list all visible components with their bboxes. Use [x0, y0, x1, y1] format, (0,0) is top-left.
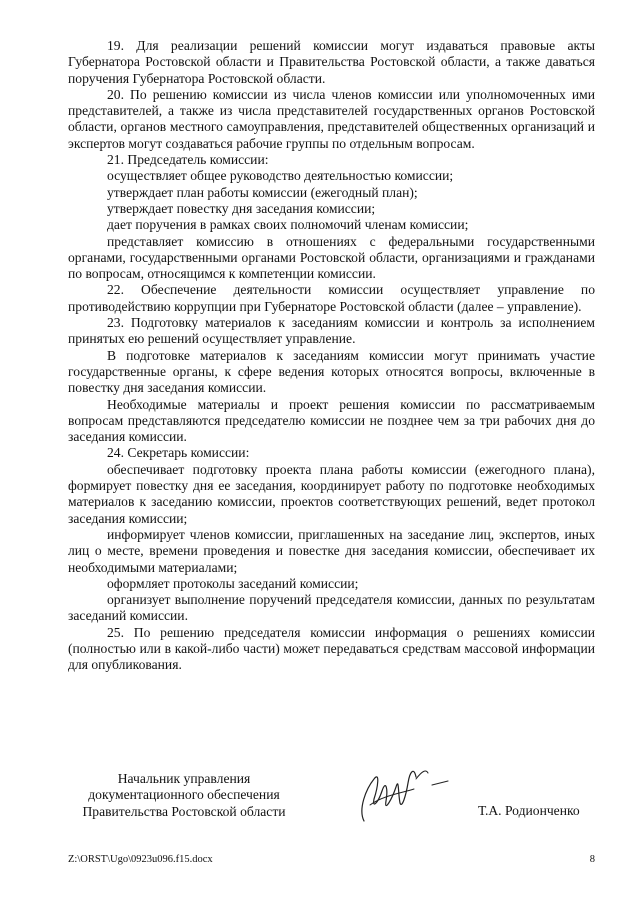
paragraph-21-item: представляет комиссию в отношениях с федеральными государственными органами, государственными органами Ростовской области, организациями и гражданами по вопросам, относящимся к компетенции комиссии. [68, 233, 595, 282]
signer-name: Т.А. Родионченко [478, 803, 580, 818]
paragraph-21-item: утверждает план работы комиссии (ежегодный план); [107, 184, 418, 200]
signer-position-line: документационного обеспечения [88, 787, 280, 803]
paragraph-24-heading: 24. Секретарь комиссии: [107, 445, 250, 461]
paragraph-20: 20. По решению комиссии из числа членов комиссии или уполномоченных ими представителей, а также из числа представителей государственных органов Ростовской области, органов местного самоуправления, представителей общественных организаций и экспертов могут создаваться рабочие группы по отдельным вопросам. [68, 86, 595, 151]
paragraph-23: 23. Подготовку материалов к заседаниям комиссии и контроль за исполнением принятых ею решений осуществляет управление. [68, 315, 595, 347]
paragraph-24-item: организует выполнение поручений председателя комиссии, данных по результатам заседаний комиссии. [68, 592, 595, 624]
document-body [68, 38, 595, 674]
signer-position-line: Правительства Ростовской области [82, 803, 286, 819]
paragraph-21-item: дает поручения в рамках своих полномочий членам комиссии; [107, 217, 469, 233]
signer-position [64, 771, 304, 820]
paragraph-21-item: осуществляет общее руководство деятельностью комиссии; [107, 168, 454, 184]
paragraph-25: 25. По решению председателя комиссии информация о решениях комиссии (полностью или в какой-либо части) может передаваться средствам массовой информации для опубликования. [68, 624, 595, 673]
paragraph-23-part: В подготовке материалов к заседаниям комиссии могут принимать участие государственные органы, к сфере ведения которых относятся вопросы, включенные в повестку дня заседания комиссии. [68, 347, 595, 396]
paragraph-22: 22. Обеспечение деятельности комиссии осуществляет управление по противодействию коррупции при Губернаторе Ростовской области (далее – управление). [68, 282, 595, 314]
page-number: 8 [589, 854, 595, 865]
paragraph-19: 19. Для реализации решений комиссии могут издаваться правовые акты Губернатора Ростовской области и Правительства Ростовской области, а также даваться поручения Губернатора Ростовской области. [68, 38, 595, 86]
signature-block [64, 771, 604, 831]
paragraph-24-item: информирует членов комиссии, приглашенных на заседание лиц, экспертов, иных лиц о месте, времени проведения и повестке дня заседания комиссии, обеспечивает их необходимыми материалами; [68, 526, 595, 575]
signer-position-line: Начальник управления [117, 771, 251, 786]
paragraph-24-item: оформляет протоколы заседаний комиссии; [107, 575, 359, 591]
paragraph-21-heading: 21. Председатель комиссии: [107, 152, 269, 168]
paragraph-21-item: утверждает повестку дня заседания комиссии; [107, 200, 376, 216]
handwritten-signature [344, 759, 454, 831]
paragraph-24-item: обеспечивает подготовку проекта плана работы комиссии (ежегодного плана), формирует повестку дня ее заседания, координирует работу по подготовке необходимых материалов к заседанию комиссии, проектов соответствующих решений, ведет протокол заседания комиссии; [68, 461, 595, 526]
paragraph-23-part: Необходимые материалы и проект решения комиссии по рассматриваемым вопросам представляются председателю комиссии не позднее чем за три рабочих дня до заседания комиссии. [68, 396, 595, 445]
file-path: Z:\ORST\Ugo\0923u096.f15.docx [68, 854, 213, 865]
